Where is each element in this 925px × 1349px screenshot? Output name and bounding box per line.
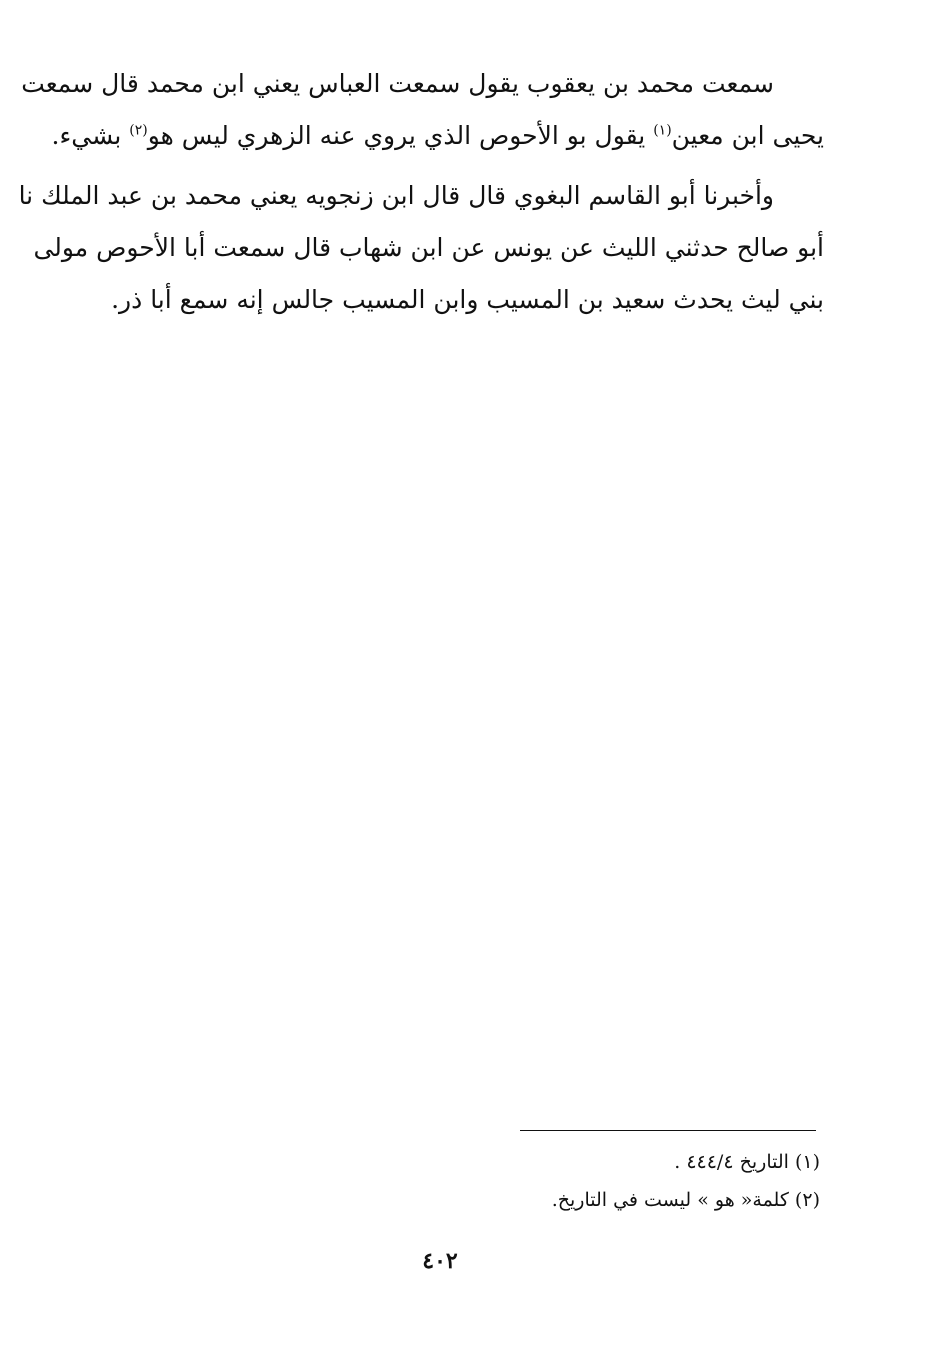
text-line: بني ليث يحدث سعيد بن المسيب وابن المسيب جالس إنه سمع أبا ذر. xyxy=(111,285,824,314)
footnote-ref-1[interactable]: (١) xyxy=(653,122,672,139)
text-segment: بشيء. xyxy=(51,121,130,150)
text-segment: يقول بو الأحوص الذي يروي عنه الزهري ليس هو xyxy=(147,121,654,150)
text-line xyxy=(51,110,824,162)
footnote-1: (١) التاريخ ٤٤٤/٤ . xyxy=(674,1151,820,1173)
text-segment: يحيى ابن معين xyxy=(671,121,824,150)
text-line: وأخبرنا أبو القاسم البغوي قال قال ابن زنجويه يعني محمد بن عبد الملك نا xyxy=(18,181,774,210)
footnote-ref-2[interactable]: (٢) xyxy=(129,122,148,139)
text-line: سمعت محمد بن يعقوب يقول سمعت العباس يعني ابن محمد قال سمعت xyxy=(21,69,774,98)
text-line: أبو صالح حدثني الليث عن يونس عن ابن شهاب قال سمعت أبا الأحوص مولى xyxy=(33,233,824,262)
page-number: ٤٠٢ xyxy=(422,1248,458,1274)
paragraph-2 xyxy=(18,170,824,326)
footnote-divider xyxy=(520,1130,816,1131)
main-text xyxy=(18,58,824,326)
footnote-2: (٢) كلمة« هو » ليست في التاريخ. xyxy=(551,1189,820,1211)
paragraph-1 xyxy=(21,58,824,162)
footnotes xyxy=(400,1143,820,1219)
